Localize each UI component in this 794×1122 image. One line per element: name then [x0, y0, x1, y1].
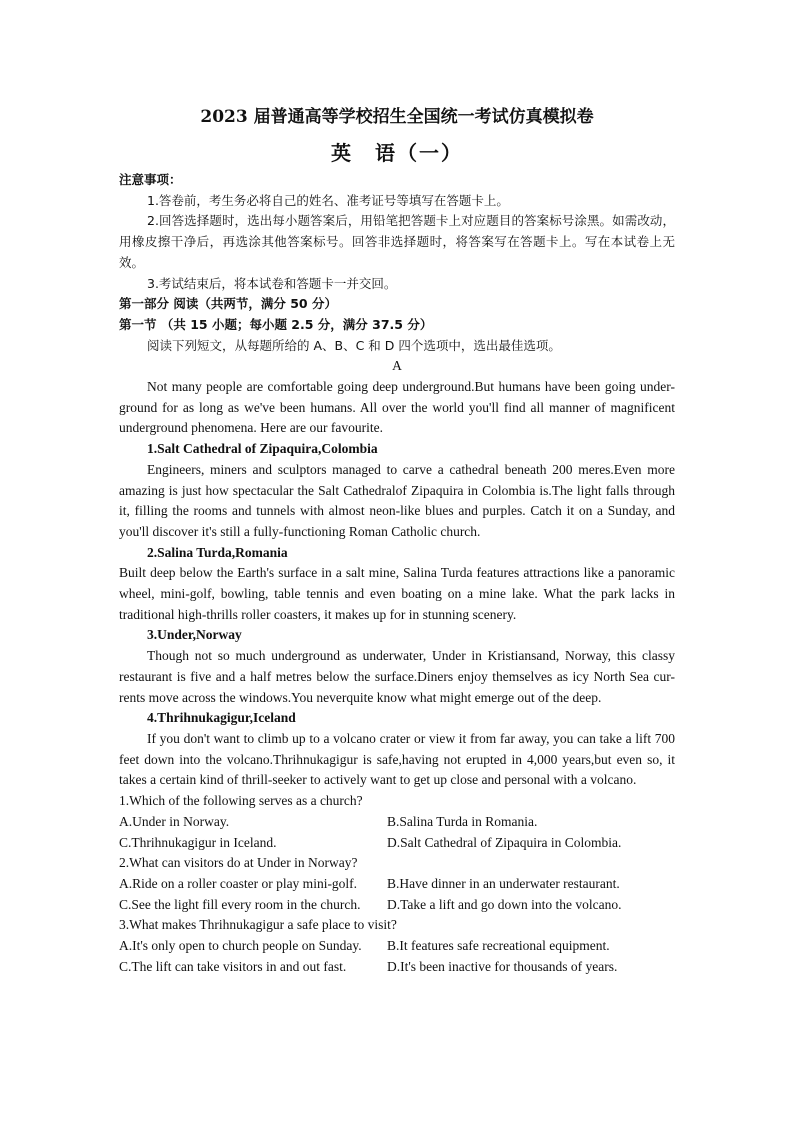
option-row — [119, 957, 675, 978]
question-1 — [119, 791, 675, 853]
passage-item-text: Though not so much underground as underwater, Under in Kristiansand, Norway, this classy restaurant is five and a half metres below the surface.Diners enjoy themselves as icy North Sea cur-rents move across the windows.You neverquite know what might emerge out of the deep. — [119, 648, 675, 705]
passage-item-title: 3.Under,Norway — [147, 627, 242, 643]
passage-intro: Not many people are comfortable going deep underground.But humans have been going under-ground for as long as we've been humans. All over the world you'll find all manner of magnificent underground phenomena. Here are our favourite. — [119, 379, 675, 436]
passage-item-title: 1.Salt Cathedral of Zipaquira,Colombia — [147, 441, 378, 457]
option-row — [119, 833, 675, 854]
question-stem: 2.What can visitors do at Under in Norway? — [119, 855, 358, 871]
option-a: A.Ride on a roller coaster or play mini-golf. — [119, 875, 358, 891]
part-heading: 第一部分 阅读（共两节，满分 50 分） — [119, 296, 337, 312]
option-row — [119, 874, 675, 895]
option-d: D.Salt Cathedral of Zipaquira in Colombia. — [387, 834, 622, 850]
option-a: A.It's only open to church people on Sunday. — [119, 938, 362, 954]
option-c: C.The lift can take visitors in and out fast. — [119, 958, 347, 974]
notice-heading: 注意事项： — [119, 172, 182, 187]
passage-item-text: If you don't want to climb up to a volcano crater or view it from far away, you can take a lift 700 feet down into the volcano.Thrihnukagigur is safe,having not erupted in 4,000 years,but even so, it takes a certain kind of thrill-seeker to actively want to get up close and personal with a volcano. — [119, 730, 675, 788]
subject-title: 英 语（一） — [331, 141, 463, 165]
passage-item-text: Engineers, miners and sculptors managed to carve a cathedral beneath 200 meres.Even more amazing is just how spectacular the Salt Cathedralof Zipaquira in Colombia is.The light falls through it, filling the rooms and tunnels with almost neon-like blues and purples. Catch it on a Sunday, and you'll discover it's still a fully-functioning Roman Catholic church. — [119, 461, 675, 539]
option-c: C.See the light fill every room in the church. — [119, 896, 361, 912]
notice-item: 2.回答选择题时，选出每小题答案后，用铅笔把答题卡上对应题目的答案标号涂黑。如需改动，用橡皮擦干净后，再选涂其他答案标号。回答非选择题时，将答案写在答题卡上。写在本试卷上无效。 — [119, 213, 675, 270]
option-row — [119, 936, 675, 957]
option-c: C.Thrihnukagigur in Iceland. — [119, 834, 277, 850]
option-a: A.Under in Norway. — [119, 813, 230, 829]
option-d: D.Take a lift and go down into the volcano. — [387, 896, 622, 912]
question-stem: 3.What makes Thrihnukagigur a safe place to visit? — [119, 917, 397, 933]
notice-item: 1.答卷前，考生务必将自己的姓名、准考证号等填写在答题卡上。 — [147, 192, 509, 208]
option-b: B.It features safe recreational equipment. — [387, 938, 610, 954]
page-content — [119, 104, 675, 977]
question-2 — [119, 853, 675, 915]
passage-label: A — [392, 358, 402, 374]
passage-item-title: 2.Salina Turda,Romania — [147, 544, 288, 560]
section-heading: 第一节 （共 15 小题；每小题 2.5 分，满分 37.5 分） — [119, 316, 433, 332]
passage-item-text: Built deep below the Earth's surface in a salt mine, Salina Turda features attractions like a panoramic wheel, mini-golf, bowling, table tennis and even boating on a mine lake. What the park lacks in traditional high-thrills roller coasters, it makes up for in stunning scenery. — [119, 565, 675, 622]
option-d: D.It's been inactive for thousands of years. — [387, 958, 618, 974]
notice-item: 3.考试结束后，将本试卷和答题卡一并交回。 — [147, 275, 397, 291]
question-3 — [119, 915, 675, 977]
exam-title: 2023 届普通高等学校招生全国统一考试仿真模拟卷 — [200, 107, 594, 127]
passage-item-title: 4.Thrihnukagigur,Iceland — [147, 710, 296, 726]
option-b: B.Salina Turda in Romania. — [387, 813, 538, 829]
question-stem: 1.Which of the following serves as a church? — [119, 793, 363, 809]
option-row — [119, 895, 675, 916]
option-b: B.Have dinner in an underwater restaurant. — [387, 875, 620, 891]
instruction: 阅读下列短文，从每题所给的 A、B、C 和 D 四个选项中，选出最佳选项。 — [147, 337, 561, 353]
option-row — [119, 812, 675, 833]
